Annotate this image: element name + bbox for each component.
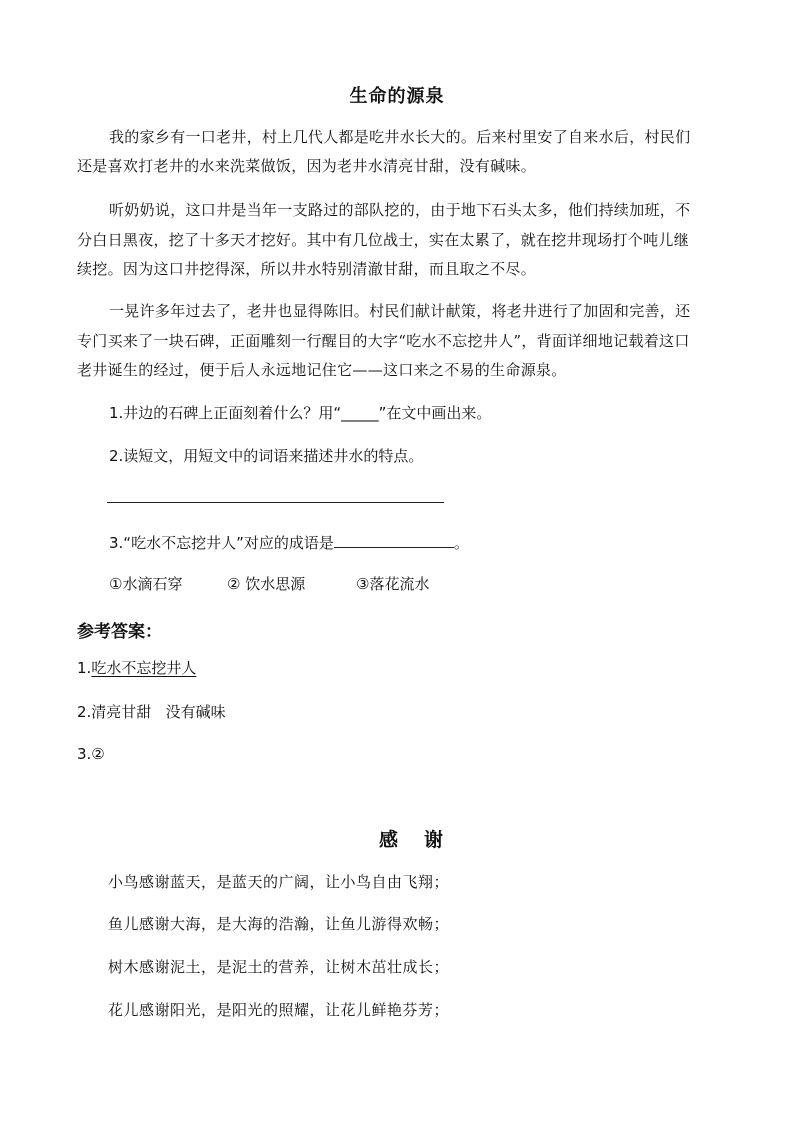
- question-2: 2.读短文，用短文中的词语来描述井水的特点。: [109, 447, 424, 465]
- story-paragraph-3-line-3: 老井诞生的经过，便于后人永远地记住它——这口来之不易的生命源泉。: [77, 361, 567, 379]
- story-paragraph-2-line-3: 续挖。因为这口井挖得深，所以井水特别清澈甘甜，而且取之不尽。: [77, 260, 537, 278]
- story-paragraph-1-line-2: 还是喜欢打老井的水来洗菜做饭，因为老井水清亮甘甜，没有碱味。: [77, 157, 537, 175]
- story-paragraph-2-line-2: 分白日黑夜，挖了十多天才挖好。其中有几位战士，实在太累了，就在挖井现场打个吨儿继: [77, 231, 690, 249]
- question-1-text-after: ”在文中画出来。: [378, 404, 492, 422]
- answer-3: 3.②: [77, 745, 105, 763]
- question-1: [109, 402, 491, 423]
- question-3-text-after: 。: [453, 534, 469, 552]
- question-3-blank: [334, 547, 454, 548]
- story-paragraph-3-line-2: 专门买来了一块石碑，正面雕刻一行醒目的大字“吃水不忘挖井人”，背面详细地记载着这口: [77, 332, 690, 350]
- answer-1: [77, 657, 196, 678]
- question-1-blank: _____: [341, 404, 379, 422]
- poem-line-3: 树木感谢泥土，是泥土的营养，让树木茁壮成长；: [108, 958, 450, 976]
- story-title: 生命的源泉: [349, 86, 445, 107]
- question-3-option-2: ② 饮水思源: [227, 575, 306, 593]
- story-paragraph-3-line-1: 一晃许多年过去了，老井也显得陈旧。村民们献计献策，将老井进行了加固和完善，还: [109, 302, 691, 320]
- answer-1-text: 吃水不忘挖井人: [91, 659, 197, 677]
- question-1-text-before: 1.井边的石碑上正面刻着什么？用“: [109, 404, 342, 422]
- poem-line-2: 鱼儿感谢大海，是大海的浩瀚，让鱼儿游得欢畅；: [108, 915, 450, 933]
- answer-2: 2.清亮甘甜 没有碱味: [77, 703, 226, 721]
- answer-1-number: 1.: [77, 659, 92, 677]
- question-3-text-before: 3.“吃水不忘挖井人”对应的成语是: [109, 534, 334, 552]
- question-3: [109, 532, 469, 553]
- question-3-option-1: ①水滴石穿: [109, 575, 183, 593]
- answers-heading: 参考答案：: [77, 622, 162, 642]
- question-3-option-3: ③落花流水: [356, 575, 430, 593]
- story-paragraph-1-line-1: 我的家乡有一口老井，村上几代人都是吃井水长大的。后来村里安了自来水后，村民们: [109, 128, 691, 146]
- poem-title: 感谢: [379, 829, 470, 851]
- poem-line-4: 花儿感谢阳光，是阳光的照耀，让花儿鲜艳芬芳；: [108, 1001, 450, 1019]
- story-paragraph-2-line-1: 听奶奶说，这口井是当年一支路过的部队挖的，由于地下石头太多，他们持续加班，不: [109, 201, 691, 219]
- poem-line-1: 小鸟感谢蓝天，是蓝天的广阔，让小鸟自由飞翔；: [108, 873, 450, 891]
- question-2-answer-line: [107, 502, 444, 503]
